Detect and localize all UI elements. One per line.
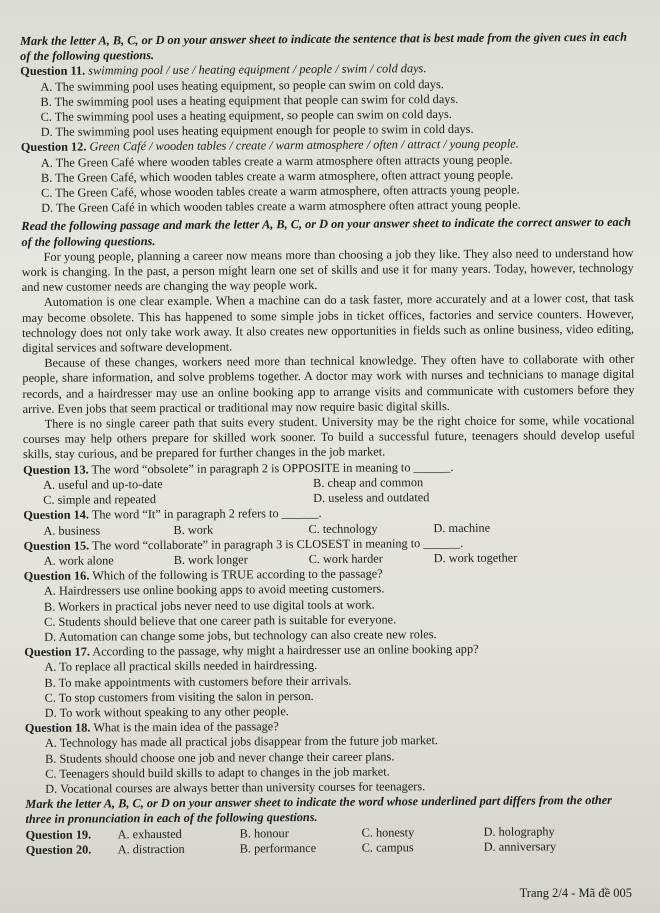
q11-option-a: A. The swimming pool uses heating equipment, so people can swim on cold days. [40, 76, 444, 94]
q14-label: Question 14. [23, 507, 90, 523]
q15-option-b: B. work longer [173, 552, 248, 567]
passage-paragraph-3: Because of these changes, workers need more than technical knowledge. They often have to collaborate with other people, share information, and solve problems together. A doctor may work with nurses and technicians to manage digital records, and a hairdresser may use an online booking app to arrange visits and communicate with customers before they arrive. Even jobs that seem practical or traditional may now require basic digital skills. [22, 351, 635, 416]
q17-label: Question 17. [24, 644, 90, 660]
q17-option-c: C. To stop customers from visiting the salon in person. [44, 688, 314, 705]
passage-paragraph-4: There is no single career path that suits every student. University may be the right choice for some, while vocational courses may help others prepare for skilled work sooner. To build a successful future, teenagers should develop useful skills, stay curious, and be prepared for further changes in the job market. [22, 412, 635, 462]
q20-label: Question 20. [25, 842, 92, 857]
question-16 [24, 565, 637, 645]
q19-option-b: B. honour [239, 825, 289, 841]
q14-stem: The word “It” in paragraph 2 refers to ______. [91, 506, 322, 522]
section1-instruction: Mark the letter A, B, C, or D on your answer sheet to indicate the sentence that is best made from the given cues in each of the following questions. [20, 29, 627, 64]
q13-option-a: A. useful and up-to-date [43, 476, 163, 492]
q18-option-a: A. Technology has made all practical jobs disappear from the future job market. [44, 733, 438, 751]
q14-option-a: A. business [43, 522, 101, 538]
q20-option-b: B. performance [239, 840, 317, 856]
passage-paragraph-2: Automation is one clear example. When a machine can do a task faster, more accurately and at a lower cost, that task may become obsolete. This has happened to some simple jobs in ticket offices, factories and service counters. However, technology does not only take work away. It also creates new opportunities in fields such as online business, video editing, digital services and software development. [21, 291, 635, 356]
q13-stem: The word “obsolete” in paragraph 2 is OPPOSITE in meaning to ______. [91, 459, 454, 477]
q17-stem: According to the passage, why might a hairdresser use an online booking app? [92, 641, 479, 659]
q19-label: Question 19. [25, 827, 92, 842]
q18-option-d: D. Vocational courses are always better than university courses for teenagers. [45, 779, 426, 796]
q14-option-d: D. machine [433, 520, 491, 535]
q14-option-c: C. technology [308, 521, 378, 536]
q13-label: Question 13. [22, 462, 89, 477]
question-17 [24, 641, 637, 721]
q16-option-d: D. Automation can change some jobs, but technology can also create new roles. [44, 627, 437, 644]
q11-option-b: B. The swimming pool uses a heating equipment that people can swim for cold days. [40, 91, 459, 109]
q16-stem: Which of the following is TRUE according to the passage? [92, 566, 383, 583]
q11-label: Question 11. [20, 63, 86, 79]
q12-option-c: C. The Green Café, whose wooden tables create a warm atmosphere, often attracts young people. [41, 182, 520, 200]
question-13 [23, 458, 635, 508]
q20-option-a: A. distraction [117, 841, 185, 857]
q19-option-d: D. holography [483, 823, 555, 839]
question-11 [20, 60, 633, 140]
q18-option-c: C. Teenagers should build skills to adapt to changes in the job market. [45, 764, 390, 781]
q12-label: Question 12. [20, 139, 87, 155]
q15-option-c: C. work harder [308, 551, 383, 566]
q19-option-a: A. exhausted [117, 826, 182, 841]
q18-label: Question 18. [24, 720, 91, 736]
q16-option-c: C. Students should believe that one career path is suitable for everyone. [44, 612, 397, 629]
passage-paragraph-1: For young people, planning a career now means more than choosing a job they like. They also need to understand how work is changing. In the past, a person might learn one set of skills and use it for many years. Today, however, technology and new customer needs are changing the way people work. [21, 245, 634, 295]
q15-label: Question 15. [23, 538, 90, 553]
q11-cue: swimming pool / use / heating equipment / people / swim / cold days. [88, 61, 427, 78]
q17-option-d: D. To work without speaking to any other people. [44, 704, 289, 720]
q15-stem: The word “collaborate” in paragraph 3 is CLOSEST in meaning to ______. [91, 535, 464, 553]
q19-option-c: C. honesty [361, 824, 415, 840]
section3-instruction: Mark the letter A, B, C, or D on your answer sheet to indicate the word whose underlined part differs from the other three in pronunciation in each of the following questions. [25, 793, 612, 827]
q12-option-b: B. The Green Café, which wooden tables create a warm atmosphere, often attract young people. [40, 167, 514, 185]
question-14 [23, 504, 635, 539]
q12-cue: Green Café / wooden tables / create / warm atmosphere / often / attract / young people. [89, 136, 519, 154]
q16-option-a: A. Hairdressers use online booking apps to avoid meeting customers. [43, 581, 385, 599]
q14-option-b: B. work [173, 522, 214, 537]
q17-option-a: A. To replace all practical skills needed in hairdressing. [44, 658, 318, 675]
q13-option-b: B. cheap and common [313, 475, 424, 490]
page-footer: Trang 2/4 - Mã đề 005 [519, 886, 632, 900]
q13-option-d: D. useless and outdated [313, 490, 430, 506]
question-15 [24, 534, 636, 569]
section2-instruction: Read the following passage and mark the letter A, B, C, or D on your answer sheet to indicate the correct answer to each of the following questions. [21, 215, 632, 249]
q15-option-a: A. work alone [43, 553, 114, 568]
q16-label: Question 16. [23, 568, 90, 584]
q12-option-d: D. The Green Café in which wooden tables create a warm atmosphere often attract young people. [41, 197, 521, 216]
q13-option-c: C. simple and repeated [43, 492, 156, 507]
q11-option-c: C. The swimming pool uses a heating equipment, so people can swim on cold days. [40, 107, 452, 124]
q15-option-d: D. work together [433, 550, 518, 566]
q20-option-d: D. anniversary [483, 839, 557, 854]
q12-option-a: A. The Green Café where wooden tables create a warm atmosphere often attracts young people. [40, 152, 513, 170]
q20-option-c: C. campus [361, 840, 414, 855]
exam-content [20, 30, 638, 858]
q11-option-d: D. The swimming pool uses heating equipment enough for people to swim in cold days. [40, 122, 474, 140]
question-12 [21, 136, 634, 216]
q16-option-b: B. Workers in practical jobs never need to use digital tools at work. [43, 597, 375, 614]
question-18 [25, 717, 638, 797]
question-20 [26, 838, 638, 857]
q18-option-b: B. Students should choose one job and never change their career plans. [45, 748, 395, 766]
q17-option-b: B. To make appointments with customers before their arrivals. [44, 673, 352, 690]
q18-stem: What is the main idea of the passage? [93, 719, 279, 735]
